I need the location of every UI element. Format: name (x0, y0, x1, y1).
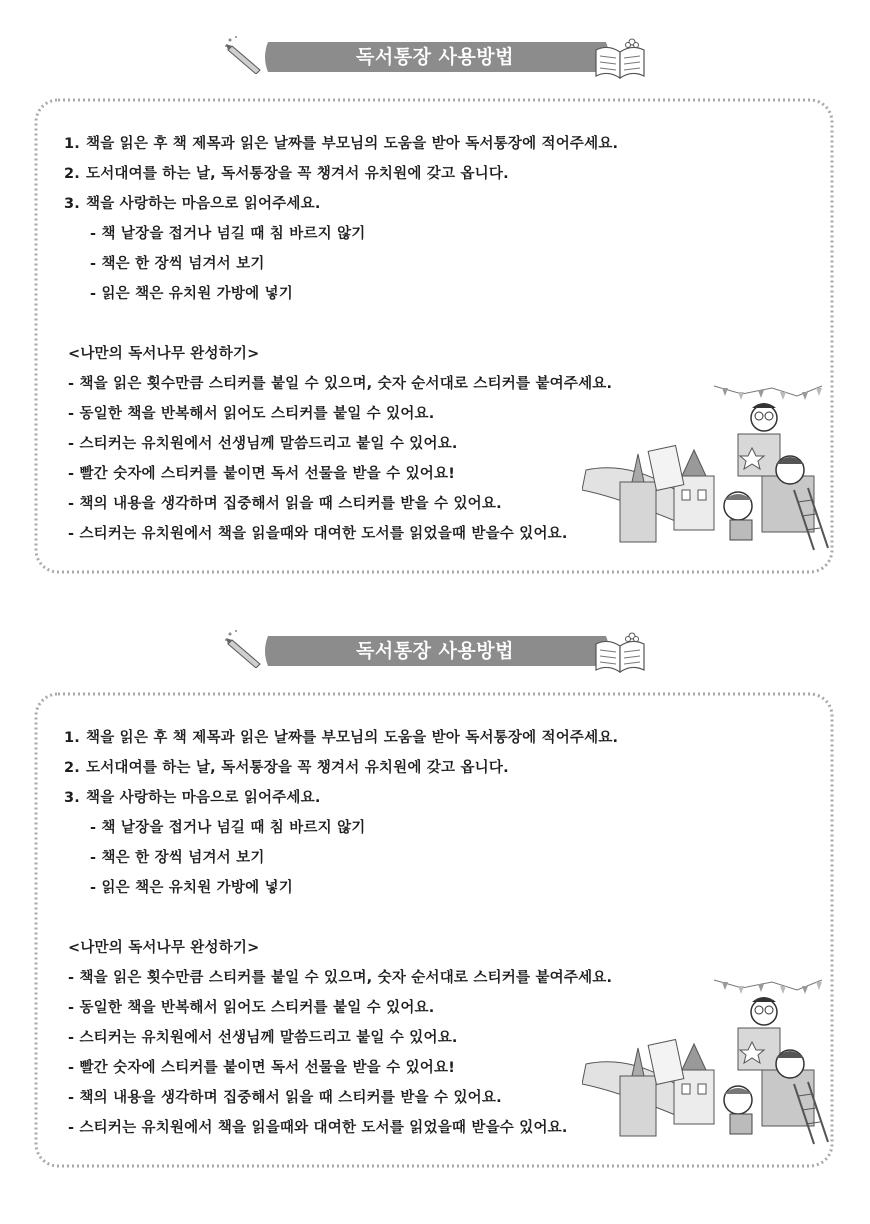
page-title: 독서통장 사용방법 (356, 640, 514, 662)
tree-rule: - 책의 내용을 생각하며 집중해서 읽을 때 스티커를 받을 수 있어요. (68, 1090, 502, 1106)
sub-item: - 책 낱장을 접거나 넘길 때 침 바르지 않기 (90, 820, 366, 836)
sub-item: - 책 낱장을 접거나 넘길 때 침 바르지 않기 (90, 226, 366, 242)
tree-rule: - 스티커는 유치원에서 선생님께 말씀드리고 붙일 수 있어요. (68, 436, 458, 452)
tree-rule: - 동일한 책을 반복해서 읽어도 스티커를 붙일 수 있어요. (68, 406, 435, 422)
open-book-icon (592, 630, 648, 676)
step-2: 2. 도서대여를 하는 날, 독서통장을 꼭 챙겨서 유치원에 갖고 옵니다. (64, 760, 509, 776)
title-banner (262, 38, 612, 76)
step-1: 1. 책을 읽은 후 책 제목과 읽은 날짜를 부모님의 도움을 받아 독서통장에 적어주세요. (64, 730, 619, 746)
instruction-section (0, 594, 870, 1154)
page-title: 독서통장 사용방법 (356, 46, 514, 68)
tree-heading: <나만의 독서나무 완성하기> (68, 940, 260, 956)
open-book-icon (592, 36, 648, 82)
sub-item: - 읽은 책은 유치원 가방에 넣기 (90, 880, 293, 896)
tree-rule: - 동일한 책을 반복해서 읽어도 스티커를 붙일 수 있어요. (68, 1000, 435, 1016)
tree-heading: <나만의 독서나무 완성하기> (68, 346, 260, 362)
step-1: 1. 책을 읽은 후 책 제목과 읽은 날짜를 부모님의 도움을 받아 독서통장에 적어주세요. (64, 136, 619, 152)
tree-rule: - 빨간 숫자에 스티커를 붙이면 독서 선물을 받을 수 있어요! (68, 466, 456, 482)
tree-rule: - 책을 읽은 횟수만큼 스티커를 붙일 수 있으며, 숫자 순서대로 스티커를 붙여주세요. (68, 970, 613, 986)
kids-reading-illustration (582, 972, 832, 1152)
tree-rule: - 빨간 숫자에 스티커를 붙이면 독서 선물을 받을 수 있어요! (68, 1060, 456, 1076)
step-3: 3. 책을 사랑하는 마음으로 읽어주세요. (64, 790, 321, 806)
sub-item: - 책은 한 장씩 넘겨서 보기 (90, 850, 265, 866)
step-3: 3. 책을 사랑하는 마음으로 읽어주세요. (64, 196, 321, 212)
instruction-section (0, 0, 870, 560)
tree-rule: - 스티커는 유치원에서 선생님께 말씀드리고 붙일 수 있어요. (68, 1030, 458, 1046)
kids-reading-illustration (582, 378, 832, 558)
tree-rule: - 스티커는 유치원에서 책을 읽을때와 대여한 도서를 읽었을때 받을수 있어요. (68, 1120, 568, 1136)
sub-item: - 책은 한 장씩 넘겨서 보기 (90, 256, 265, 272)
tree-rule: - 책의 내용을 생각하며 집중해서 읽을 때 스티커를 받을 수 있어요. (68, 496, 502, 512)
title-banner (262, 632, 612, 670)
step-2: 2. 도서대여를 하는 날, 독서통장을 꼭 챙겨서 유치원에 갖고 옵니다. (64, 166, 509, 182)
tree-rule: - 스티커는 유치원에서 책을 읽을때와 대여한 도서를 읽었을때 받을수 있어요. (68, 526, 568, 542)
sub-item: - 읽은 책은 유치원 가방에 넣기 (90, 286, 293, 302)
tree-rule: - 책을 읽은 횟수만큼 스티커를 붙일 수 있으며, 숫자 순서대로 스티커를 붙여주세요. (68, 376, 613, 392)
